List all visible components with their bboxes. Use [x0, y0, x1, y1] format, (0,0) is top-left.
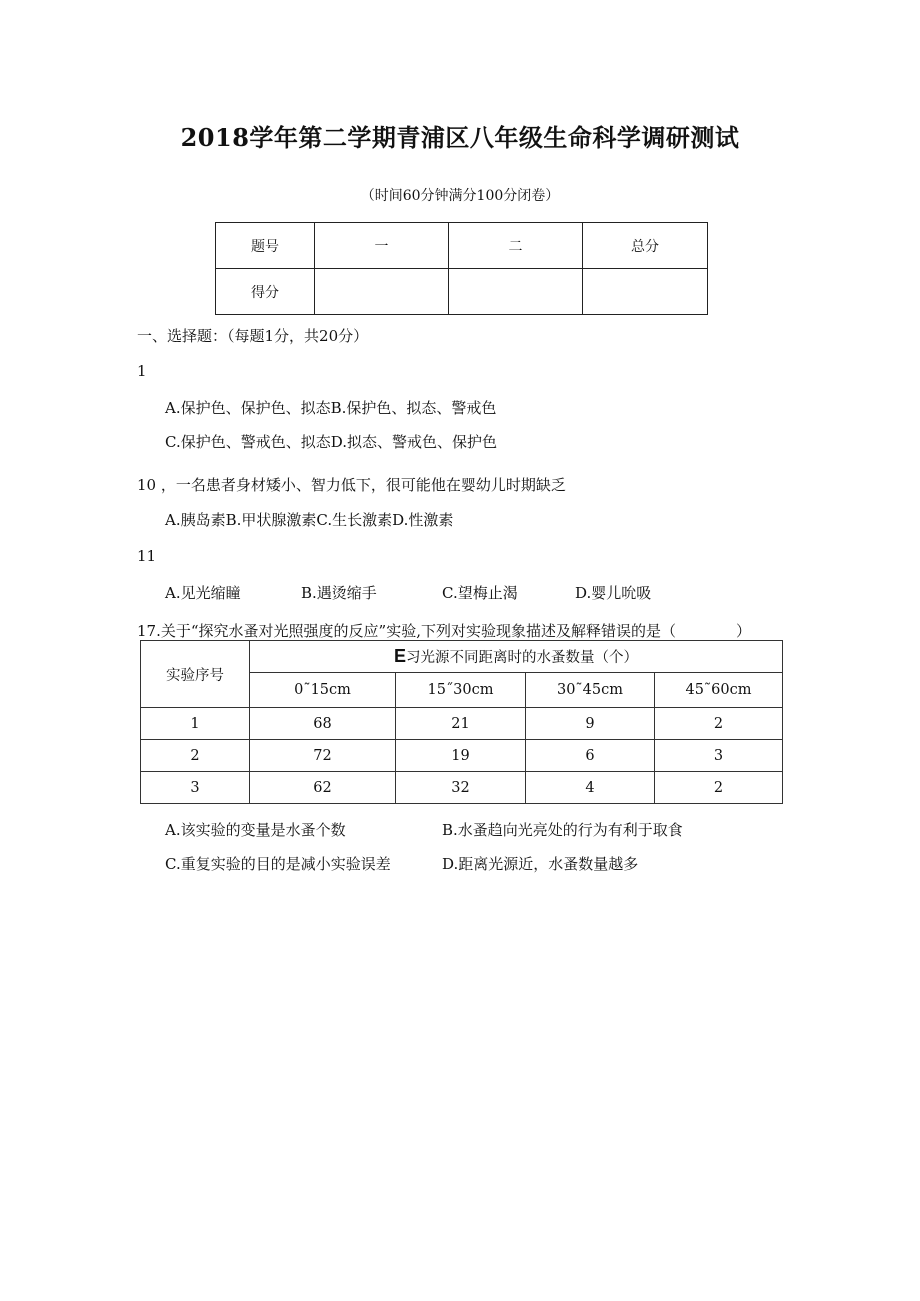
- q17-cell: 68: [250, 708, 396, 740]
- q10-options: A.胰岛素B.甲状腺激素C.生长激素D.性激素: [165, 511, 454, 529]
- q10-stem: 10 ，一名患者身材矮小、智力低下，很可能他在婴幼儿时期缺乏: [137, 476, 566, 494]
- score-row-label: 得分: [216, 269, 315, 315]
- q17-table-row-header: 实验序号: [141, 641, 250, 708]
- q17-stem: 17.关于“探究水蚤对光照强度的反应”实验,下列对实验现象描述及解释错误的是（ ）: [137, 622, 751, 640]
- q17-table-group-prefix: E: [393, 646, 406, 666]
- q17-cell: 3: [141, 772, 250, 804]
- q11-option-c: C.望梅止渴: [442, 584, 518, 602]
- q17-cell: 6: [526, 740, 655, 772]
- q11-option-a: A.见光缩瞳: [165, 584, 241, 602]
- q17-table-group-label: 习光源不同距离时的水蚤数量（个）: [406, 650, 638, 666]
- table-row: [141, 772, 783, 804]
- q11-number: 11: [137, 547, 157, 565]
- score-table: [215, 222, 708, 315]
- q17-col-header-2: 15˝30cm: [396, 673, 526, 708]
- q17-cell: 62: [250, 772, 396, 804]
- q17-col-header-3: 30˜45cm: [526, 673, 655, 708]
- score-header-part-2: 二: [449, 223, 583, 269]
- q17-col-header-4: 45˜60cm: [655, 673, 783, 708]
- q1-number: 1: [137, 362, 147, 380]
- q17-cell: 21: [396, 708, 526, 740]
- score-cell-total[interactable]: [583, 269, 708, 315]
- q17-cell: 32: [396, 772, 526, 804]
- q17-option-a: A.该实验的变量是水蚤个数: [165, 821, 346, 839]
- score-header-total: 总分: [583, 223, 708, 269]
- q17-cell: 2: [141, 740, 250, 772]
- q11-option-b: B.遇烫缩手: [301, 584, 377, 602]
- q17-cell: 2: [655, 772, 783, 804]
- q17-col-header-1: 0˜15cm: [250, 673, 396, 708]
- table-row: [141, 708, 783, 740]
- q17-cell: 2: [655, 708, 783, 740]
- q17-cell: 72: [250, 740, 396, 772]
- q17-cell: 9: [526, 708, 655, 740]
- q1-options-line1: A.保护色、保护色、拟态B.保护色、拟态、警戒色: [165, 399, 497, 417]
- table-row: [141, 740, 783, 772]
- score-header-question-no: 题号: [216, 223, 315, 269]
- section-heading: 一、选择题：（每题1分，共20分）: [137, 327, 369, 345]
- q17-cell: 4: [526, 772, 655, 804]
- q17-option-c: C.重复实验的目的是减小实验误差: [165, 855, 391, 873]
- q11-option-d: D.婴儿吮吸: [575, 584, 652, 602]
- q17-table-group-header: [250, 641, 783, 673]
- q17-data-table: [140, 640, 783, 804]
- score-table-header-row: [216, 223, 708, 269]
- q17-cell: 3: [655, 740, 783, 772]
- score-cell-part-1[interactable]: [315, 269, 449, 315]
- q17-option-b: B.水蚤趋向光亮处的行为有利于取食: [442, 821, 683, 839]
- score-header-part-1: 一: [315, 223, 449, 269]
- q17-table-group-row: [141, 641, 783, 673]
- score-table-score-row: [216, 269, 708, 315]
- q1-options-line2: C.保护色、警戒色、拟态D.拟态、警戒色、保护色: [165, 433, 497, 451]
- score-cell-part-2[interactable]: [449, 269, 583, 315]
- page-title: 2018学年第二学期青浦区八年级生命科学调研测试: [180, 123, 740, 152]
- q17-cell: 19: [396, 740, 526, 772]
- q17-option-d: D.距离光源近，水蚤数量越多: [442, 855, 639, 873]
- q17-cell: 1: [141, 708, 250, 740]
- exam-info: （时间60分钟满分100分闭卷）: [360, 188, 560, 204]
